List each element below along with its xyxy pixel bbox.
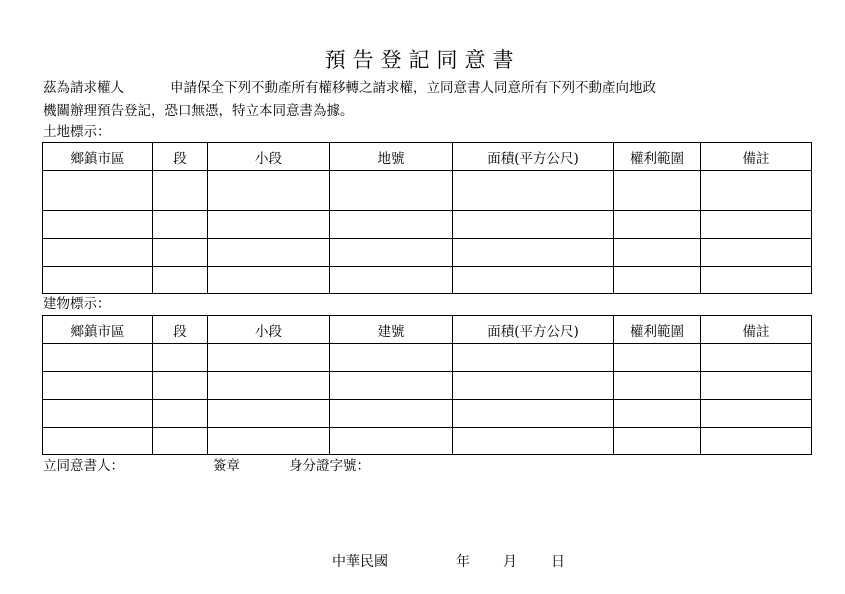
date-year: 年	[456, 554, 470, 570]
table-cell[interactable]	[153, 400, 208, 428]
table-row	[43, 211, 812, 239]
id-number-label: 身分證字號：	[289, 458, 370, 474]
table-cell[interactable]	[43, 400, 153, 428]
land-table-header-row	[43, 143, 812, 171]
building-header-area: 面積(平方公尺)	[453, 316, 614, 344]
table-cell[interactable]	[208, 239, 330, 267]
date-day: 日	[551, 554, 565, 570]
table-cell[interactable]	[153, 372, 208, 400]
table-cell[interactable]	[153, 428, 208, 455]
building-header-remarks: 備註	[701, 316, 812, 344]
building-header-rights-scope: 權利範圍	[614, 316, 701, 344]
table-cell[interactable]	[43, 171, 153, 211]
table-cell[interactable]	[701, 400, 812, 428]
table-cell[interactable]	[701, 239, 812, 267]
table-cell[interactable]	[153, 267, 208, 294]
table-cell[interactable]	[330, 239, 453, 267]
table-row	[43, 400, 812, 428]
table-cell[interactable]	[330, 211, 453, 239]
land-header-area: 面積(平方公尺)	[453, 143, 614, 171]
land-header-remarks: 備註	[701, 143, 812, 171]
table-cell[interactable]	[453, 428, 614, 455]
table-cell[interactable]	[43, 372, 153, 400]
land-table	[42, 142, 812, 294]
table-cell[interactable]	[701, 372, 812, 400]
building-table	[42, 315, 812, 455]
seal-label: 簽章	[213, 458, 240, 474]
table-cell[interactable]	[614, 428, 701, 455]
table-cell[interactable]	[453, 372, 614, 400]
table-cell[interactable]	[43, 211, 153, 239]
table-row	[43, 239, 812, 267]
table-cell[interactable]	[208, 171, 330, 211]
table-cell[interactable]	[614, 372, 701, 400]
table-cell[interactable]	[330, 171, 453, 211]
table-cell[interactable]	[208, 267, 330, 294]
table-cell[interactable]	[701, 428, 812, 455]
intro-line-1-text: 申請保全下列不動產所有權移轉之請求權，立同意書人同意所有下列不動產向地政	[170, 80, 656, 96]
table-cell[interactable]	[208, 372, 330, 400]
table-cell[interactable]	[614, 211, 701, 239]
table-cell[interactable]	[330, 428, 453, 455]
table-cell[interactable]	[453, 400, 614, 428]
table-cell[interactable]	[614, 239, 701, 267]
land-header-district: 鄉鎮市區	[43, 143, 153, 171]
table-cell[interactable]	[208, 211, 330, 239]
table-cell[interactable]	[43, 428, 153, 455]
intro-line-2: 機關辦理預告登記，恐口無憑，特立本同意書為據。	[43, 103, 354, 119]
building-header-section: 段	[153, 316, 208, 344]
table-cell[interactable]	[614, 267, 701, 294]
table-cell[interactable]	[153, 171, 208, 211]
table-cell[interactable]	[701, 211, 812, 239]
land-header-lot-number: 地號	[330, 143, 453, 171]
building-table-header-row	[43, 316, 812, 344]
building-header-building-number: 建號	[330, 316, 453, 344]
table-cell[interactable]	[330, 267, 453, 294]
signer-label: 立同意書人：	[43, 458, 124, 474]
table-row	[43, 344, 812, 372]
table-cell[interactable]	[330, 400, 453, 428]
table-cell[interactable]	[453, 171, 614, 211]
table-row	[43, 171, 812, 211]
table-cell[interactable]	[153, 211, 208, 239]
table-row	[43, 372, 812, 400]
table-cell[interactable]	[208, 400, 330, 428]
land-header-section: 段	[153, 143, 208, 171]
building-section-label: 建物標示：	[43, 296, 111, 312]
table-cell[interactable]	[614, 400, 701, 428]
table-row	[43, 428, 812, 455]
land-section-label: 土地標示：	[43, 124, 111, 140]
table-cell[interactable]	[43, 344, 153, 372]
table-cell[interactable]	[453, 267, 614, 294]
table-cell[interactable]	[153, 239, 208, 267]
land-header-rights-scope: 權利範圍	[614, 143, 701, 171]
table-cell[interactable]	[701, 267, 812, 294]
building-header-subsection: 小段	[208, 316, 330, 344]
table-cell[interactable]	[43, 239, 153, 267]
table-cell[interactable]	[43, 267, 153, 294]
table-cell[interactable]	[614, 344, 701, 372]
intro-requester-label: 茲為請求權人	[43, 80, 124, 96]
date-month: 月	[503, 554, 517, 570]
document-title: 預告登記同意書	[324, 48, 521, 72]
table-cell[interactable]	[208, 428, 330, 455]
table-cell[interactable]	[153, 344, 208, 372]
table-cell[interactable]	[614, 171, 701, 211]
table-cell[interactable]	[453, 344, 614, 372]
table-cell[interactable]	[453, 239, 614, 267]
building-header-district: 鄉鎮市區	[43, 316, 153, 344]
table-cell[interactable]	[701, 171, 812, 211]
date-era: 中華民國	[332, 554, 388, 570]
intro-line-1	[43, 76, 813, 100]
table-row	[43, 267, 812, 294]
table-cell[interactable]	[701, 344, 812, 372]
table-cell[interactable]	[330, 344, 453, 372]
table-cell[interactable]	[453, 211, 614, 239]
table-cell[interactable]	[208, 344, 330, 372]
table-cell[interactable]	[330, 372, 453, 400]
land-header-subsection: 小段	[208, 143, 330, 171]
